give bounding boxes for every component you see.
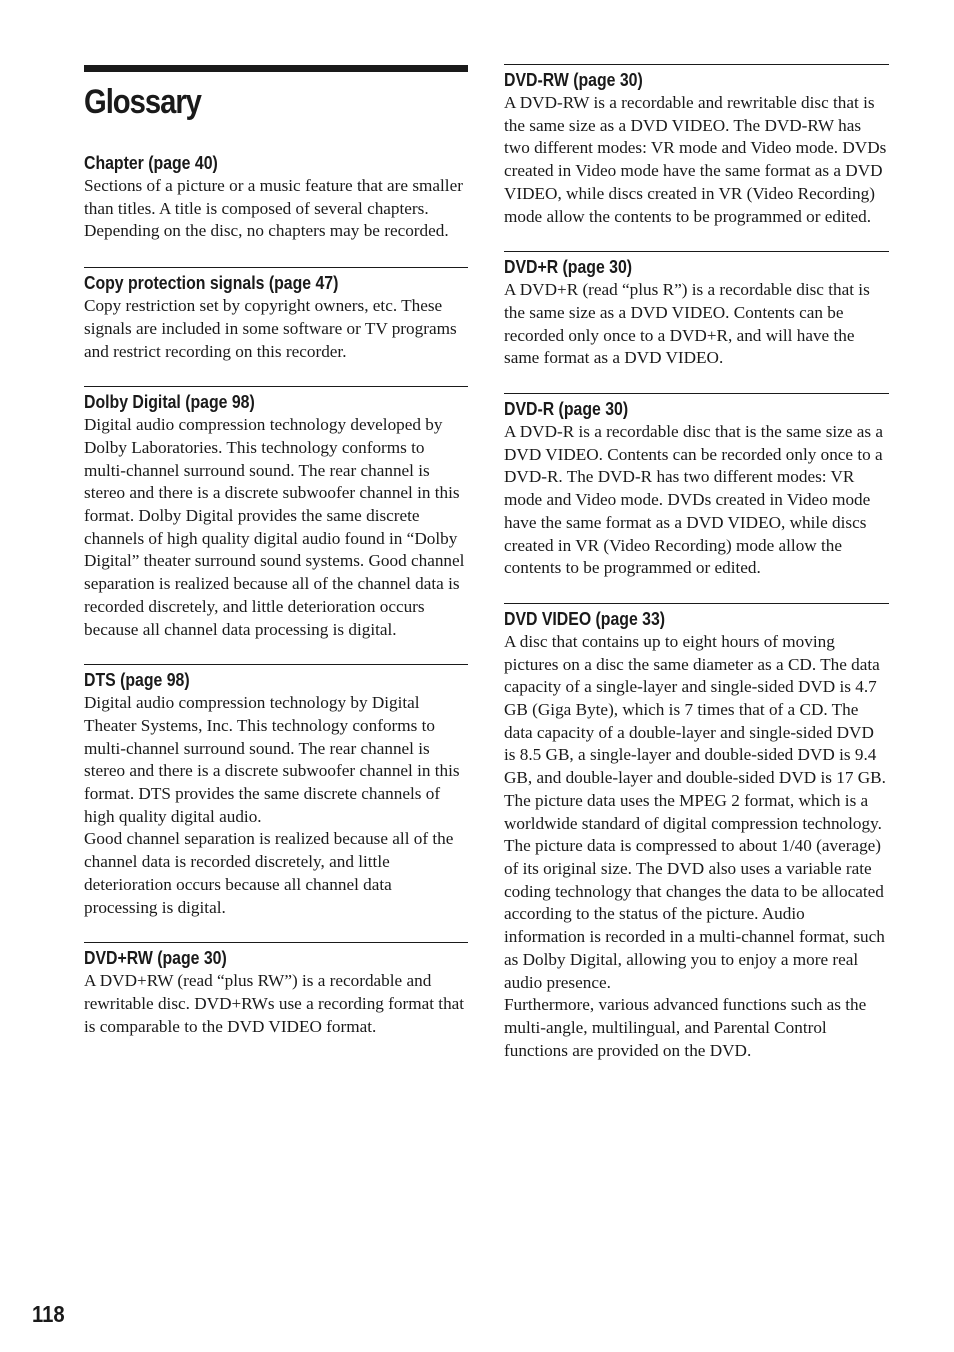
entry-heading: DVD+R (page 30) xyxy=(504,257,633,278)
entry-heading: DVD-R (page 30) xyxy=(504,399,629,420)
glossary-entry-dvd-plus-r xyxy=(504,251,889,370)
entry-paragraph: A DVD+R (read “plus R”) is a recordable disc that is the same size as a DVD VIDEO. Contents can be recorded only once to a DVD+R, and will have the same format as a DVD VIDEO. xyxy=(504,280,870,368)
page-number: 118 xyxy=(32,1301,65,1327)
left-column xyxy=(84,65,468,1038)
entry-paragraph: A DVD-RW is a recordable and rewritable disc that is the same size as a DVD VIDEO. The DVD-RW has two different modes: VR mode and Video mode. DVDs created in Video mode have the same format as a DVD VIDEO, while discs created in VR (Video Recording) mode allow the contents to be programmed or edited. xyxy=(504,93,887,226)
entry-paragraph: Sections of a picture or a music feature that are smaller than titles. A title is composed of several chapters. Depending on the disc, no chapters may be recorded. xyxy=(84,176,463,241)
entry-body xyxy=(504,421,889,580)
glossary-entry-dvd-minus-rw xyxy=(504,64,889,228)
entry-body xyxy=(84,970,468,1038)
entry-paragraph: A DVD-R is a recordable disc that is the same size as a DVD VIDEO. Contents can be recorded only once to a DVD-R. The DVD-R has two different modes: VR mode and Video mode. DVDs created in Video mode have the same format as a DVD VIDEO, while discs created in VR (Video Recording) mode allow the contents to be programmed or edited. xyxy=(504,422,883,578)
entry-heading: DTS (page 98) xyxy=(84,670,190,691)
entry-body xyxy=(84,414,468,641)
entry-paragraph: A DVD+RW (read “plus RW”) is a recordable and rewritable disc. DVD+RWs use a recording format that is comparable to the DVD VIDEO format. xyxy=(84,971,465,1036)
title-rule xyxy=(84,65,468,72)
entry-paragraph: Furthermore, various advanced functions such as the multi-angle, multilingual, and Parental Control functions are provided on the DVD. xyxy=(504,995,867,1060)
entry-heading: DVD VIDEO (page 33) xyxy=(504,608,666,629)
glossary-entry-copy-protection xyxy=(84,267,468,363)
glossary-entry-dvd-plus-rw xyxy=(84,942,468,1038)
glossary-entry-dolby-digital xyxy=(84,386,468,641)
entry-paragraph: Digital audio compression technology by Digital Theater Systems, Inc. This technology conforms to multi-channel surround sound. The rear channel is stereo and there is a discrete subwoofer channel in this format. DTS provides the same discrete channels of high quality digital audio. xyxy=(84,693,460,826)
entry-heading: DVD+RW (page 30) xyxy=(84,948,227,969)
right-column xyxy=(504,64,889,1062)
entry-body xyxy=(504,631,889,1062)
entry-paragraph: Digital audio compression technology developed by Dolby Laboratories. This technology conforms to multi-channel surround sound. The rear channel is stereo and there is a discrete subwoofer channel in this format. Dolby Digital provides the same discrete channels of high quality digital audio found in “Dolby Digital” theater surround sound systems. Good channel separation is realized because all of the channel data is recorded discretely, and little deterioration occurs because all channel data processing is digital. xyxy=(84,415,465,639)
glossary-entry-chapter xyxy=(84,148,468,243)
entry-paragraph: Copy restriction set by copyright owners, etc. These signals are included in some software or TV programs and restrict recording on this recorder. xyxy=(84,296,457,361)
entry-body xyxy=(84,175,468,243)
entry-paragraph: Good channel separation is realized because all of the channel data is recorded discretely, and little deterioration occurs because all channel data processing is digital. xyxy=(84,829,454,917)
entry-heading: Chapter (page 40) xyxy=(84,153,218,173)
entry-body xyxy=(84,295,468,363)
page-title: Glossary xyxy=(84,83,201,121)
glossary-entry-dts xyxy=(84,664,468,919)
entry-body xyxy=(504,92,889,228)
entry-body xyxy=(84,692,468,919)
entry-body xyxy=(504,279,889,370)
glossary-entry-dvd-video xyxy=(504,603,889,1062)
entry-heading: Dolby Digital (page 98) xyxy=(84,392,255,413)
entry-heading: DVD-RW (page 30) xyxy=(504,70,643,90)
entry-heading: Copy protection signals (page 47) xyxy=(84,273,339,294)
glossary-entry-dvd-minus-r xyxy=(504,393,889,580)
entry-paragraph: A disc that contains up to eight hours of moving pictures on a disc the same diameter as a CD. The data capacity of a single-layer and single-sided DVD is 4.7 GB (Giga Byte), which is 7 times that of a CD. The data capacity of a double-layer and single-sided DVD is 8.5 GB, a single-layer and double-sided DVD is 9.4 GB, and double-layer and double-sided DVD is 17 GB. The picture data uses the MPEG 2 format, which is a worldwide standard of digital compression technology. The picture data is compressed to about 1/40 (average) of its original size. The DVD also uses a variable rate coding technology that changes the data to be allocated according to the status of the picture. Audio information is recorded in a multi-channel format, such as Dolby Digital, allowing you to enjoy a more real audio presence. xyxy=(504,631,886,992)
